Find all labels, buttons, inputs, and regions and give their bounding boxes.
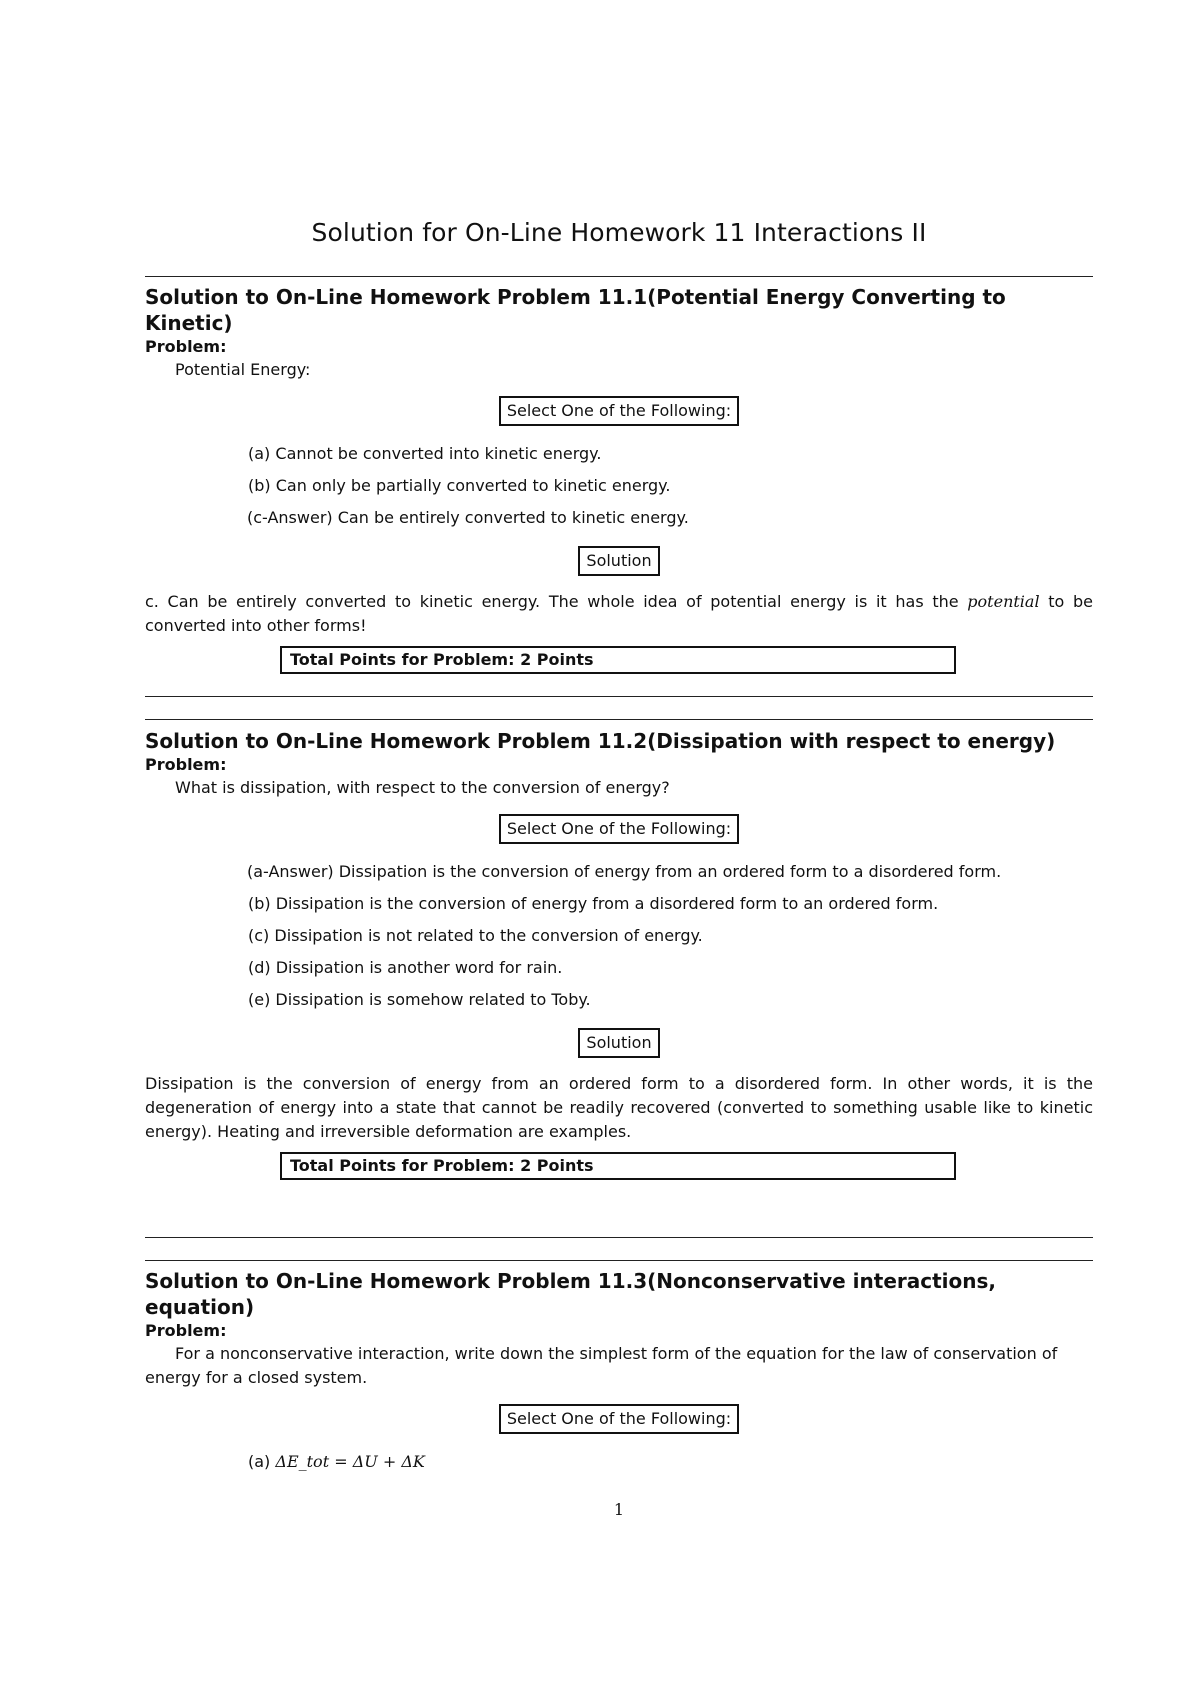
option-text: Dissipation is not related to the conversion of energy. xyxy=(274,926,703,945)
option-tag: (b) xyxy=(248,476,271,495)
option-text: Cannot be converted into kinetic energy. xyxy=(275,444,602,463)
solution-text: Dissipation is the conversion of energy from an ordered form to a disordered form. In other words, it is the degeneration of energy into a state that cannot be readily recovered (converted to something usable like to kinetic energy). Heating and irreversible deformation are examples. xyxy=(145,1074,1093,1141)
document-page xyxy=(145,0,1093,1698)
problem-question: Potential Energy: xyxy=(175,360,311,379)
total-points-box: Total Points for Problem: 2 Points xyxy=(280,646,956,674)
solution-text-part: c. Can be entirely converted to kinetic energy. The whole idea of potential energy is it has the xyxy=(145,592,959,611)
option-a xyxy=(145,438,1093,470)
problem-label: Problem: xyxy=(145,755,227,774)
option-text: Can be entirely converted to kinetic energy. xyxy=(337,508,689,527)
option-c xyxy=(145,920,1093,952)
problem-section-11-2 xyxy=(145,728,1093,1180)
option-text: Dissipation is another word for rain. xyxy=(275,958,563,977)
option-text: Dissipation is the conversion of energy from a disordered form to an ordered form. xyxy=(275,894,939,913)
problem-label: Problem: xyxy=(145,337,227,356)
option-tag: (c-Answer) xyxy=(247,508,333,527)
option-tag: (b) xyxy=(248,894,271,913)
option-e xyxy=(145,984,1093,1016)
select-one-box: Select One of the Following: xyxy=(499,814,739,844)
problem-heading: Solution to On-Line Homework Problem 11.1(Potential Energy Converting to Kinetic) xyxy=(145,285,1006,335)
options-list xyxy=(145,438,1093,534)
option-tag: (a-Answer) xyxy=(247,862,334,881)
document-title: Solution for On-Line Homework 11 Interactions II xyxy=(311,218,927,247)
section-rule xyxy=(145,696,1093,697)
solution-text xyxy=(145,590,1093,638)
problem-question: What is dissipation, with respect to the conversion of energy? xyxy=(175,778,670,797)
option-tag: (e) xyxy=(248,990,271,1009)
option-tag: (d) xyxy=(248,958,271,977)
select-one-box: Select One of the Following: xyxy=(499,396,739,426)
problem-section-11-3 xyxy=(145,1268,1093,1478)
option-tag: (a) xyxy=(248,1452,271,1471)
option-equation: ΔE_tot = ΔU + ΔK xyxy=(275,1452,425,1471)
total-points-box: Total Points for Problem: 2 Points xyxy=(280,1152,956,1180)
solution-box: Solution xyxy=(578,546,659,576)
section-rule xyxy=(145,276,1093,277)
option-tag: (a) xyxy=(248,444,271,463)
problem-question: For a nonconservative interaction, write down the simplest form of the equation for the law of conservation of energy for a closed system. xyxy=(145,1344,1058,1387)
option-d xyxy=(145,952,1093,984)
option-text: Dissipation is somehow related to Toby. xyxy=(275,990,591,1009)
select-one-box: Select One of the Following: xyxy=(499,1404,739,1434)
solution-box: Solution xyxy=(578,1028,659,1058)
option-text: Can only be partially converted to kinetic energy. xyxy=(275,476,671,495)
option-b xyxy=(145,888,1093,920)
option-b xyxy=(145,470,1093,502)
solution-text-part: to be converted into other forms! xyxy=(145,592,1094,635)
option-a xyxy=(145,1446,1093,1478)
problem-label: Problem: xyxy=(145,1321,227,1340)
section-rule xyxy=(145,1260,1093,1261)
option-c-answer xyxy=(145,502,1093,534)
solution-emphasis: potential xyxy=(967,592,1040,611)
section-rule xyxy=(145,1237,1093,1238)
section-rule xyxy=(145,719,1093,720)
option-a-answer xyxy=(145,856,1093,888)
option-tag: (c) xyxy=(248,926,270,945)
problem-heading: Solution to On-Line Homework Problem 11.3(Nonconservative interactions, equation) xyxy=(145,1269,997,1319)
problem-heading: Solution to On-Line Homework Problem 11.2(Dissipation with respect to energy) xyxy=(145,729,1056,753)
options-list xyxy=(145,1446,1093,1478)
page-number: 1 xyxy=(613,1500,625,1519)
options-list xyxy=(145,856,1093,1016)
problem-section-11-1 xyxy=(145,284,1093,674)
option-text: Dissipation is the conversion of energy from an ordered form to a disordered form. xyxy=(338,862,1002,881)
